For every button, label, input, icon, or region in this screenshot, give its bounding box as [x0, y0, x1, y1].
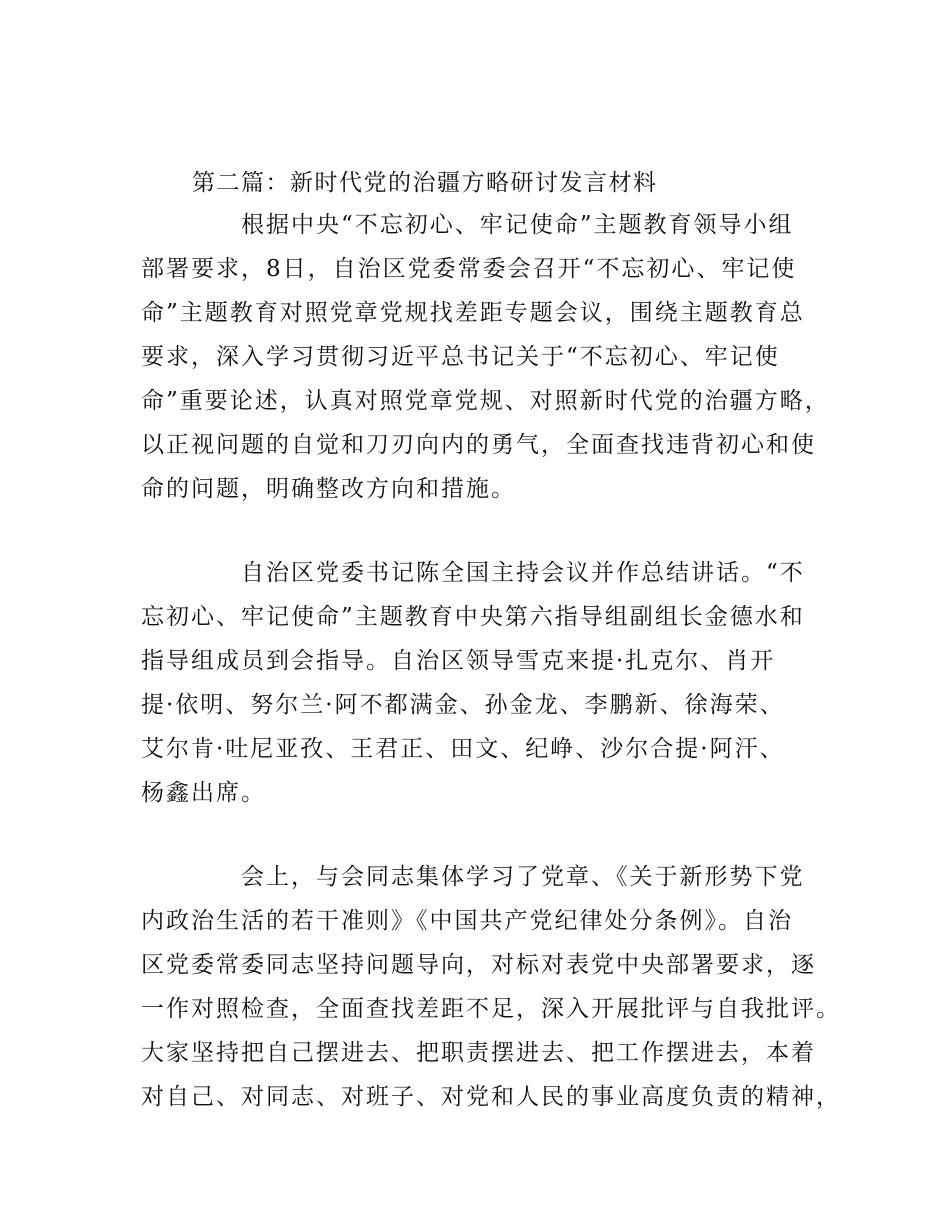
paragraph-line: 一作对照检查，全面查找差距不足，深入开展批评与自我批评。	[141, 996, 841, 1022]
paragraph-2	[141, 551, 805, 815]
paragraph-line: 自治区党委书记陈全国主持会议并作总结讲话。“不	[241, 560, 805, 586]
paragraph-line: 大家坚持把自己摆进去、把职责摆进去、把工作摆进去，本着	[141, 1040, 816, 1066]
paragraph-line: 根据中央“不忘初心、牢记使命”主题教育领导小组	[241, 212, 794, 238]
paragraph-line: 艾尔肯·吐尼亚孜、王君正、田文、纪峥、沙尔合提·阿汗、	[141, 736, 785, 762]
paragraph-line: 会上，与会同志集体学习了党章、《关于新形势下党	[241, 864, 805, 890]
paragraph-line: 忘初心、牢记使命”主题教育中央第六指导组副组长金德水和	[141, 604, 805, 630]
paragraph-line: 命”主题教育对照党章党规找差距专题会议，围绕主题教育总	[141, 300, 805, 326]
paragraph-1	[141, 203, 830, 511]
paragraph-line: 杨鑫出席。	[141, 780, 266, 806]
paragraph-line: 内政治生活的若干准则》《中国共产党纪律处分条例》。自治	[141, 908, 793, 934]
paragraph-line: 命”重要论述，认真对照党章党规、对照新时代党的治疆方略，	[141, 388, 830, 414]
paragraph-line: 区党委常委同志坚持问题导向，对标对表党中央部署要求，逐	[141, 952, 816, 978]
paragraph-line: 对自己、对同志、对班子、对党和人民的事业高度负责的精神，	[141, 1084, 841, 1110]
document-title: 第二篇：新时代党的治疆方略研讨发言材料	[192, 170, 658, 196]
paragraph-line: 部署要求，8日，自治区党委常委会召开“不忘初心、牢记使	[141, 256, 797, 282]
paragraph-line: 命的问题，明确整改方向和措施。	[141, 476, 516, 502]
paragraph-line: 指导组成员到会指导。自治区领导雪克来提·扎克尔、肖开	[141, 648, 776, 674]
paragraph-line: 提·依明、努尔兰·阿不都满金、孙金龙、李鹏新、徐海荣、	[141, 692, 785, 718]
paragraph-line: 以正视问题的自觉和刀刃向内的勇气，全面查找违背初心和使	[141, 432, 816, 458]
paragraph-3	[141, 855, 841, 1119]
paragraph-line: 要求，深入学习贯彻习近平总书记关于“不忘初心、牢记使	[141, 344, 780, 370]
